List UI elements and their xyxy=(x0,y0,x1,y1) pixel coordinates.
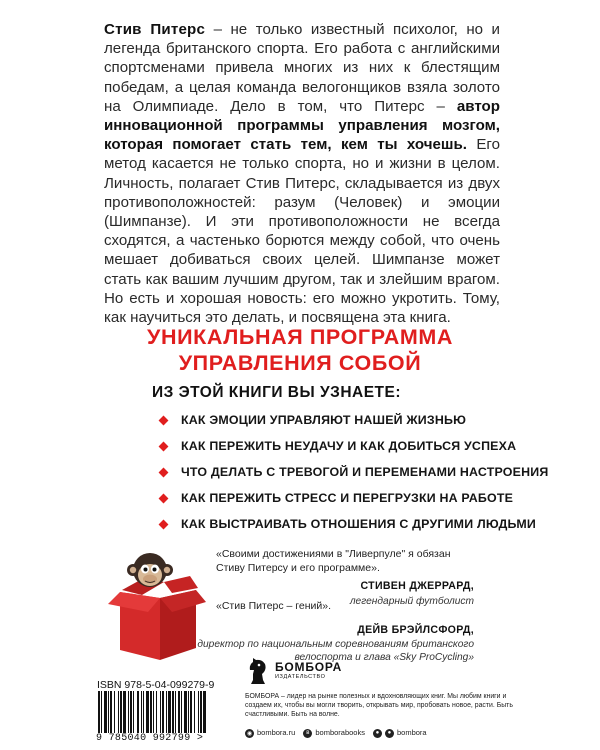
description-part-2: Его метод касается не только спорта, но и жизни в целом. Личность, полагает Стив Питерс, складывается из двух противоположностей: разум (Человек) и эмоции (Шимпанзе). И эти противоположности не всегда сходятся, а частенько борются между собой, что очень мешает добиваться своих целей. Шимпанзе может стать как вашим лучшим другом, так и злейшим врагом. Но есть и хорошая новость: его можно укротить. Тому, как научиться это делать, и посвящена эта книга. xyxy=(104,136,500,327)
social-vk-text: bomborabooks xyxy=(315,728,365,737)
social-vk xyxy=(303,728,365,738)
list-item-text: КАК ПЕРЕЖИТЬ СТРЕСС И ПЕРЕГРУЗКИ НА РАБОТЕ xyxy=(181,491,514,505)
vk-icon: в xyxy=(303,729,312,738)
barcode-bar xyxy=(160,691,161,733)
barcode-bar xyxy=(104,691,107,733)
barcode-bar xyxy=(150,691,152,733)
barcode xyxy=(96,691,208,735)
publisher-sub: ИЗДАТЕЛЬСТВО xyxy=(275,674,326,680)
barcode-bar xyxy=(175,691,176,733)
barcode-bar xyxy=(184,691,187,733)
publisher-blurb: БОМБОРА – лидер на рынке полезных и вдохновляющих книг. Мы любим книги и создаем их, чтобы вы могли творить, открывать мир, пробовать новое, расти. Быть счастливыми. Быть на волне. xyxy=(245,693,513,718)
barcode-bar xyxy=(162,691,164,733)
quote-gerrard: «Своими достижениями в "Ливерпуле" я обязан Стиву Питерсу и его программе». xyxy=(216,548,451,574)
bombora-knight-icon xyxy=(245,656,271,686)
publisher-name: БОМБОРА xyxy=(275,660,343,674)
list-item xyxy=(160,459,549,485)
barcode-bar xyxy=(130,691,132,733)
barcode-bar xyxy=(181,691,182,733)
book-description xyxy=(104,20,500,327)
barcode-bar xyxy=(123,691,126,733)
list-item xyxy=(160,433,520,459)
list-item xyxy=(160,485,520,511)
bullet-diamond-icon xyxy=(159,519,169,529)
social-site xyxy=(245,728,295,738)
barcode-bar xyxy=(141,691,142,733)
learn-title: ИЗ ЭТОЙ КНИГИ ВЫ УЗНАЕТЕ: xyxy=(152,384,402,401)
barcode-bar xyxy=(166,691,167,733)
barcode-bar xyxy=(110,691,112,733)
barcode-bar xyxy=(120,691,122,733)
social-other xyxy=(373,728,427,738)
quote-author-gerrard: СТИВЕН ДЖЕРРАРД, xyxy=(360,580,474,592)
quote-role-brailsford: директор по национальным соревнованиям британского велоспорта и глава «Sky ProCycling» xyxy=(197,639,474,664)
barcode-bar xyxy=(168,691,171,733)
bullet-diamond-icon xyxy=(159,493,169,503)
quote-author-brailsford: ДЕЙВ БРЭЙЛСФОРД, xyxy=(357,624,474,636)
heading-line-1: УНИКАЛЬНАЯ ПРОГРАММА xyxy=(146,325,454,349)
description-bold-part: автор инновационной программы управления мозгом, которая помогает стать тем, кем ты хочешь. xyxy=(104,97,500,154)
list-item-text: КАК ЭМОЦИИ УПРАВЛЯЮТ НАШЕЙ ЖИЗНЬЮ xyxy=(181,413,467,427)
globe-icon: ◉ xyxy=(246,730,253,737)
social-site-text: bombora.ru xyxy=(257,728,296,737)
isbn: ISBN 978-5-04-099279-9 xyxy=(97,679,215,691)
barcode-bar xyxy=(153,691,154,733)
barcode-bar xyxy=(114,691,115,733)
barcode-bar xyxy=(194,691,195,733)
barcode-bar xyxy=(190,691,192,733)
quote-brailsford: «Стив Питерс – гений». xyxy=(216,600,332,612)
program-heading xyxy=(100,324,500,376)
description-part-1: – не только известный психолог, но и легенда британского спорта. Его работа с английскими спортсменами привела многих из них к блестящим победам, а целая команда велогонщиков взяла золото на Олимпиаде. Дело в том, что Питерс – xyxy=(104,21,500,115)
list-item xyxy=(160,407,520,433)
barcode-bar xyxy=(133,691,134,733)
barcode-bar xyxy=(128,691,129,733)
barcode-bar xyxy=(172,691,174,733)
barcode-bar xyxy=(98,691,100,733)
list-item xyxy=(160,511,536,537)
barcode-digits: 9 785040 992799 > xyxy=(96,733,204,744)
list-item-text: КАК ВЫСТРАИВАТЬ ОТНОШЕНИЯ С ДРУГИМИ ЛЮДЬМИ xyxy=(181,517,536,531)
publisher-logo xyxy=(245,656,342,686)
list-item-text: ЧТО ДЕЛАТЬ С ТРЕВОГОЙ И ПЕРЕМЕНАМИ НАСТРОЕНИЯ xyxy=(181,465,549,479)
barcode-bar xyxy=(178,691,180,733)
barcode-bar xyxy=(156,691,157,733)
bullet-diamond-icon xyxy=(159,441,169,451)
social-icon-2: ● xyxy=(385,729,394,738)
barcode-bar xyxy=(137,691,139,733)
bullet-diamond-icon xyxy=(159,467,169,477)
barcode-bar xyxy=(200,691,202,733)
list-item-text: КАК ПЕРЕЖИТЬ НЕУДАЧУ И КАК ДОБИТЬСЯ УСПЕХА xyxy=(181,439,517,453)
barcode-bar xyxy=(118,691,119,733)
barcode-bar xyxy=(188,691,189,733)
social-other-text: bombora xyxy=(396,728,427,737)
barcode-bar xyxy=(101,691,102,733)
publisher-socials xyxy=(245,728,427,738)
barcode-bar xyxy=(198,691,199,733)
quote-role-gerrard: легендарный футболист xyxy=(349,596,474,607)
social-icon: ● xyxy=(373,729,382,738)
heading-line-2: УПРАВЛЕНИЯ СОБОЙ xyxy=(178,351,422,375)
barcode-bar xyxy=(203,691,206,733)
barcode-bar xyxy=(108,691,109,733)
author-name: Стив Питерс xyxy=(104,21,206,38)
barcode-bar xyxy=(143,691,144,733)
barcode-bar xyxy=(146,691,149,733)
learn-list xyxy=(160,407,549,537)
bullet-diamond-icon xyxy=(159,415,169,425)
